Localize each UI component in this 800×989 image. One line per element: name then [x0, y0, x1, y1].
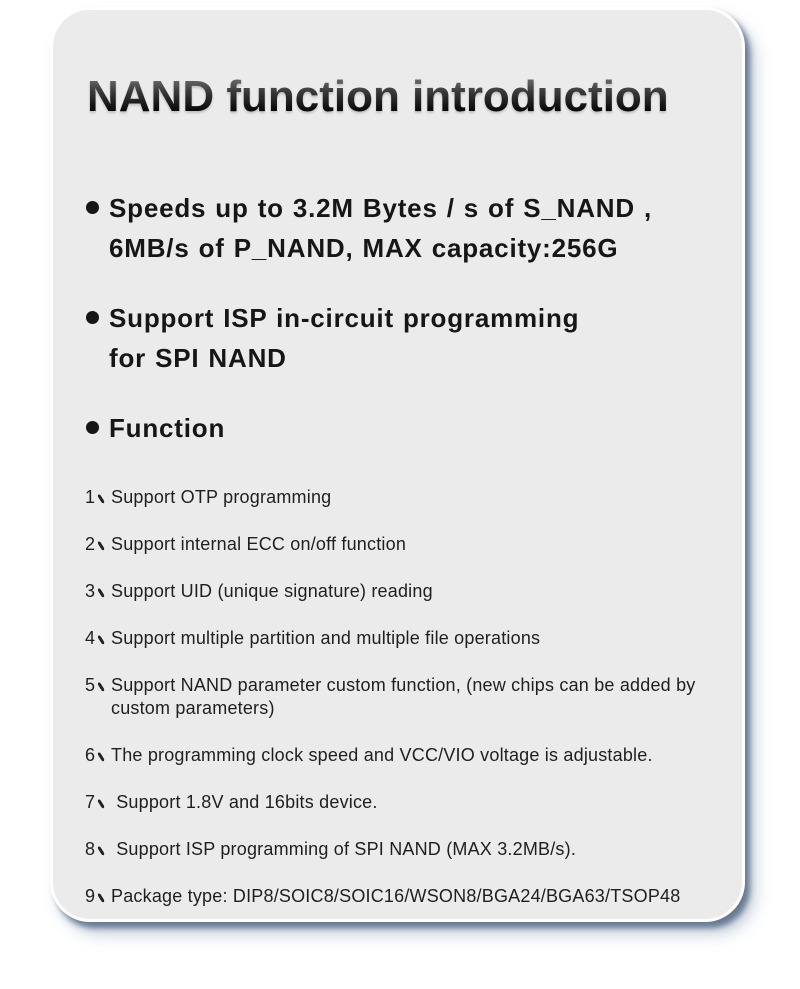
feature-text: Support NAND parameter custom function, (new chips can be added by custom parameters) [111, 675, 701, 719]
feature-digit: 2 [85, 534, 96, 555]
ideographic-comma-icon [97, 682, 105, 692]
feature-item [85, 674, 710, 720]
highlight-line: Speeds up to 3.2M Bytes / s of S_NAND , [109, 193, 652, 224]
ideographic-comma-icon [97, 846, 105, 856]
ideographic-comma-icon [97, 541, 105, 551]
feature-text: Support multiple partition and multiple file operations [111, 628, 541, 649]
feature-item [85, 486, 710, 509]
highlight-line: Support ISP in-circuit programming [109, 303, 580, 334]
feature-item [85, 744, 710, 767]
feature-digit: 5 [85, 675, 96, 696]
bullet-icon [86, 201, 99, 214]
ideographic-comma-icon [97, 799, 105, 809]
feature-number [85, 486, 111, 509]
feature-digit: 1 [85, 487, 96, 508]
ideographic-comma-icon [97, 893, 105, 903]
nand-intro-card [50, 7, 745, 922]
feature-number [85, 533, 111, 556]
highlight-text [109, 298, 579, 378]
feature-text: Support internal ECC on/off function [111, 534, 407, 555]
highlight-item-function [86, 408, 710, 448]
highlight-list [85, 188, 710, 448]
feature-text: Support UID (unique signature) reading [111, 581, 433, 602]
highlight-item [86, 298, 710, 378]
feature-list [85, 486, 710, 908]
feature-number [85, 838, 111, 861]
feature-digit: 3 [85, 581, 96, 602]
feature-item [85, 838, 710, 861]
feature-digit: 7 [85, 792, 96, 813]
feature-digit: 6 [85, 745, 96, 766]
ideographic-comma-icon [97, 494, 105, 504]
bullet-icon [86, 421, 99, 434]
highlight-line: 6MB/s of P_NAND, MAX capacity:256G [109, 233, 619, 264]
bullet-icon [86, 311, 99, 324]
highlight-line: Function [109, 413, 226, 444]
feature-number [85, 885, 111, 908]
feature-text: The programming clock speed and VCC/VIO voltage is adjustable. [111, 745, 653, 766]
feature-number [85, 674, 111, 697]
page-title: NAND function introduction [87, 74, 710, 120]
highlight-text [109, 188, 652, 268]
feature-number [85, 627, 111, 650]
feature-digit: 8 [85, 839, 96, 860]
feature-item [85, 791, 710, 814]
ideographic-comma-icon [97, 635, 105, 645]
feature-text: Package type: DIP8/SOIC8/SOIC16/WSON8/BGA24/BGA63/TSOP48 [111, 886, 681, 907]
feature-number [85, 744, 111, 767]
feature-number [85, 791, 111, 814]
ideographic-comma-icon [97, 588, 105, 598]
feature-item [85, 627, 710, 650]
highlight-item [86, 188, 710, 268]
feature-item [85, 580, 710, 603]
feature-text: Support 1.8V and 16bits device. [111, 792, 378, 813]
feature-item [85, 533, 710, 556]
feature-text: Support ISP programming of SPI NAND (MAX 3.2MB/s). [111, 839, 577, 860]
feature-item [85, 885, 710, 908]
feature-text: Support OTP programming [111, 487, 332, 508]
highlight-text [109, 408, 225, 448]
ideographic-comma-icon [97, 752, 105, 762]
feature-digit: 9 [85, 886, 96, 907]
feature-number [85, 580, 111, 603]
highlight-line: for SPI NAND [109, 343, 287, 374]
feature-digit: 4 [85, 628, 96, 649]
